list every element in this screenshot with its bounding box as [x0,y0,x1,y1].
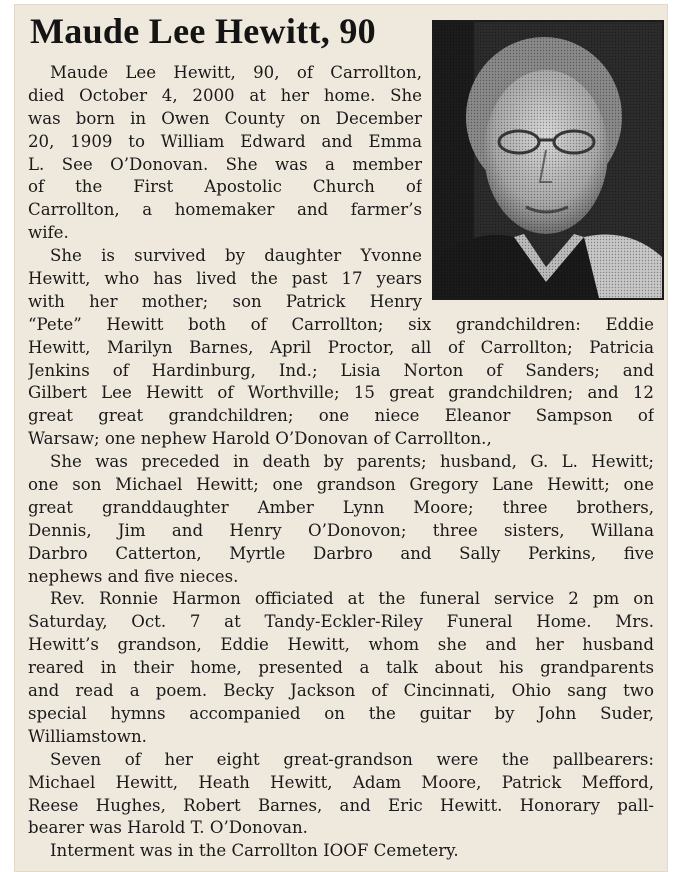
text-line: Reese Hughes, Robert Barnes, and Eric Hewitt. Honorary pall- [28,795,654,815]
text-line: Seven of her eight great-grandson were the pallbearers: [50,749,654,769]
text-line: Carrollton, a homemaker and farmer’s [28,200,422,220]
text-line: Hewitt, who has lived the past 17 years [28,269,422,289]
text-line: Rev. Ronnie Harmon officiated at the funeral service 2 pm on [50,589,654,609]
text-line: Williamstown. [28,726,147,746]
text-line: died October 4, 2000 at her home. She [28,85,422,105]
text-line: bearer was Harold T. O’Donovan. [28,818,308,838]
text-line: L. See O’Donovan. She was a member [28,154,422,174]
text-line: of the First Apostolic Church of [28,177,422,197]
text-line: Gilbert Lee Hewitt of Worthville; 15 great grandchildren; and 12 [28,383,654,403]
text-line: Maude Lee Hewitt, 90, of Carrollton, [50,63,422,82]
text-line: Darbro Catterton, Myrtle Darbro and Sally Perkins, five [28,543,654,563]
text-line: Hewitt, Marilyn Barnes, April Proctor, all of Carrollton; Patricia [28,337,654,357]
text-line: Saturday, Oct. 7 at Tandy-Eckler-Riley Funeral Home. Mrs. [28,612,654,632]
text-line: She is survived by daughter Yvonne [50,246,422,266]
text-line: Hewitt’s grandson, Eddie Hewitt, whom she and her husband [28,635,654,655]
text-line: Warsaw; one nephew Harold O’Donovan of Carrollton., [28,429,492,449]
obituary-body [28,62,654,863]
text-line: Dennis, Jim and Henry O’Donovon; three sisters, Willana [28,520,654,540]
text-line: one son Michael Hewitt; one grandson Gregory Lane Hewitt; one [28,475,654,495]
text-line: reared in their home, presented a talk about his grandparents [28,658,654,678]
text-line: Michael Hewitt, Heath Hewitt, Adam Moore, Patrick Mefford, [28,772,654,792]
text-line: special hymns accompanied on the guitar by John Suder, [28,703,654,723]
text-line: “Pete” Hewitt both of Carrollton; six grandchildren: Eddie [28,314,654,334]
text-line: and read a poem. Becky Jackson of Cincinnati, Ohio sang two [28,681,654,701]
text-line: nephews and five nieces. [28,566,239,586]
text-line: great great grandchildren; one niece Eleanor Sampson of [28,406,654,426]
text-line: 20, 1909 to William Edward and Emma [28,131,422,151]
text-line: wife. [28,223,69,243]
text-line: She was preceded in death by parents; husband, G. L. Hewitt; [50,452,654,472]
obituary-headline: Maude Lee Hewitt, 90 [30,11,376,51]
text-line: great granddaughter Amber Lynn Moore; three brothers, [28,497,654,517]
text-line: was born in Owen County on December [28,108,422,128]
text-line: Interment was in the Carrollton IOOF Cemetery. [50,841,459,861]
text-line: with her mother; son Patrick Henry [28,291,422,311]
text-line: Jenkins of Hardinburg, Ind.; Lisia Norton of Sanders; and [28,360,654,380]
